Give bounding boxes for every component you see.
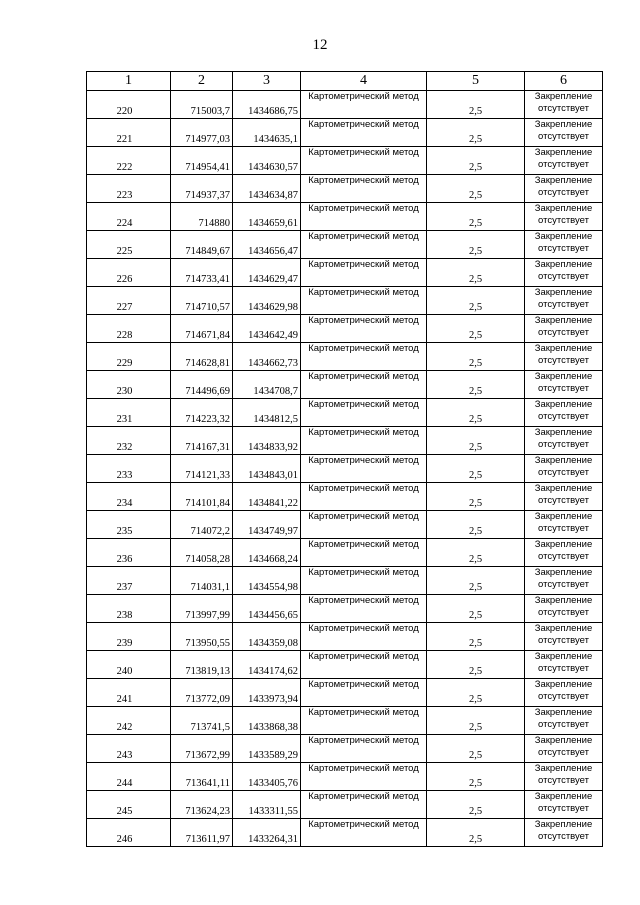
x-coordinate-cell: 713772,09 [171, 679, 233, 707]
y-coordinate-cell: 1434668,24 [233, 539, 301, 567]
x-coordinate-cell: 714031,1 [171, 567, 233, 595]
y-coordinate-cell: 1434662,73 [233, 343, 301, 371]
method-cell: Картометрический метод [301, 595, 427, 623]
accuracy-cell: 2,5 [427, 595, 525, 623]
fixing-cell: Закрепление отсутствует [525, 763, 603, 791]
fixing-cell: Закрепление отсутствует [525, 791, 603, 819]
accuracy-cell: 2,5 [427, 287, 525, 315]
y-coordinate-cell: 1433405,76 [233, 763, 301, 791]
y-coordinate-cell: 1434629,47 [233, 259, 301, 287]
accuracy-cell: 2,5 [427, 175, 525, 203]
y-coordinate-cell: 1433311,55 [233, 791, 301, 819]
accuracy-cell: 2,5 [427, 259, 525, 287]
x-coordinate-cell: 714849,67 [171, 231, 233, 259]
table-row [87, 679, 603, 707]
fixing-cell: Закрепление отсутствует [525, 287, 603, 315]
point-number-cell: 233 [87, 455, 171, 483]
x-coordinate-cell: 714671,84 [171, 315, 233, 343]
y-coordinate-cell: 1434843,01 [233, 455, 301, 483]
y-coordinate-cell: 1433868,38 [233, 707, 301, 735]
accuracy-cell: 2,5 [427, 539, 525, 567]
accuracy-cell: 2,5 [427, 483, 525, 511]
method-cell: Картометрический метод [301, 707, 427, 735]
table-row [87, 259, 603, 287]
table-row [87, 595, 603, 623]
table-row [87, 623, 603, 651]
y-coordinate-cell: 1433973,94 [233, 679, 301, 707]
x-coordinate-cell: 714496,69 [171, 371, 233, 399]
method-cell: Картометрический метод [301, 791, 427, 819]
column-header: 1 [87, 72, 171, 91]
y-coordinate-cell: 1434749,97 [233, 511, 301, 539]
point-number-cell: 230 [87, 371, 171, 399]
fixing-cell: Закрепление отсутствует [525, 315, 603, 343]
table-row [87, 371, 603, 399]
y-coordinate-cell: 1434635,1 [233, 119, 301, 147]
method-cell: Картометрический метод [301, 91, 427, 119]
point-number-cell: 231 [87, 399, 171, 427]
y-coordinate-cell: 1434812,5 [233, 399, 301, 427]
fixing-cell: Закрепление отсутствует [525, 427, 603, 455]
x-coordinate-cell: 713672,99 [171, 735, 233, 763]
fixing-cell: Закрепление отсутствует [525, 175, 603, 203]
fixing-cell: Закрепление отсутствует [525, 203, 603, 231]
table-row [87, 455, 603, 483]
fixing-cell: Закрепление отсутствует [525, 651, 603, 679]
point-number-cell: 245 [87, 791, 171, 819]
method-cell: Картометрический метод [301, 427, 427, 455]
point-number-cell: 243 [87, 735, 171, 763]
accuracy-cell: 2,5 [427, 511, 525, 539]
table-body [87, 91, 603, 847]
fixing-cell: Закрепление отсутствует [525, 511, 603, 539]
method-cell: Картометрический метод [301, 315, 427, 343]
y-coordinate-cell: 1434642,49 [233, 315, 301, 343]
point-number-cell: 237 [87, 567, 171, 595]
point-number-cell: 246 [87, 819, 171, 847]
method-cell: Картометрический метод [301, 651, 427, 679]
method-cell: Картометрический метод [301, 483, 427, 511]
table-row [87, 427, 603, 455]
table-row [87, 91, 603, 119]
fixing-cell: Закрепление отсутствует [525, 595, 603, 623]
y-coordinate-cell: 1434634,87 [233, 175, 301, 203]
x-coordinate-cell: 713819,13 [171, 651, 233, 679]
accuracy-cell: 2,5 [427, 315, 525, 343]
table-row [87, 651, 603, 679]
column-header: 6 [525, 72, 603, 91]
accuracy-cell: 2,5 [427, 147, 525, 175]
table-row [87, 315, 603, 343]
method-cell: Картометрический метод [301, 203, 427, 231]
table-row [87, 147, 603, 175]
x-coordinate-cell: 714167,31 [171, 427, 233, 455]
method-cell: Картометрический метод [301, 147, 427, 175]
fixing-cell: Закрепление отсутствует [525, 231, 603, 259]
fixing-cell: Закрепление отсутствует [525, 399, 603, 427]
fixing-cell: Закрепление отсутствует [525, 735, 603, 763]
accuracy-cell: 2,5 [427, 427, 525, 455]
y-coordinate-cell: 1434359,08 [233, 623, 301, 651]
point-number-cell: 244 [87, 763, 171, 791]
fixing-cell: Закрепление отсутствует [525, 623, 603, 651]
table-row [87, 539, 603, 567]
fixing-cell: Закрепление отсутствует [525, 539, 603, 567]
table-row [87, 819, 603, 847]
table-row [87, 231, 603, 259]
accuracy-cell: 2,5 [427, 707, 525, 735]
method-cell: Картометрический метод [301, 539, 427, 567]
x-coordinate-cell: 714223,32 [171, 399, 233, 427]
point-number-cell: 229 [87, 343, 171, 371]
point-number-cell: 239 [87, 623, 171, 651]
table-row [87, 175, 603, 203]
column-header: 2 [171, 72, 233, 91]
method-cell: Картометрический метод [301, 175, 427, 203]
fixing-cell: Закрепление отсутствует [525, 259, 603, 287]
coordinates-table [86, 71, 603, 847]
point-number-cell: 227 [87, 287, 171, 315]
table-row [87, 287, 603, 315]
x-coordinate-cell: 715003,7 [171, 91, 233, 119]
method-cell: Картометрический метод [301, 399, 427, 427]
x-coordinate-cell: 714937,37 [171, 175, 233, 203]
method-cell: Картометрический метод [301, 287, 427, 315]
accuracy-cell: 2,5 [427, 371, 525, 399]
accuracy-cell: 2,5 [427, 231, 525, 259]
accuracy-cell: 2,5 [427, 399, 525, 427]
fixing-cell: Закрепление отсутствует [525, 371, 603, 399]
y-coordinate-cell: 1434659,61 [233, 203, 301, 231]
point-number-cell: 235 [87, 511, 171, 539]
x-coordinate-cell: 714880 [171, 203, 233, 231]
point-number-cell: 221 [87, 119, 171, 147]
point-number-cell: 224 [87, 203, 171, 231]
x-coordinate-cell: 713950,55 [171, 623, 233, 651]
x-coordinate-cell: 713611,97 [171, 819, 233, 847]
table-row [87, 483, 603, 511]
y-coordinate-cell: 1434456,65 [233, 595, 301, 623]
table-row [87, 343, 603, 371]
method-cell: Картометрический метод [301, 567, 427, 595]
accuracy-cell: 2,5 [427, 203, 525, 231]
y-coordinate-cell: 1434686,75 [233, 91, 301, 119]
y-coordinate-cell: 1434656,47 [233, 231, 301, 259]
method-cell: Картометрический метод [301, 231, 427, 259]
y-coordinate-cell: 1434174,62 [233, 651, 301, 679]
x-coordinate-cell: 714058,28 [171, 539, 233, 567]
method-cell: Картометрический метод [301, 735, 427, 763]
fixing-cell: Закрепление отсутствует [525, 707, 603, 735]
table-row [87, 763, 603, 791]
x-coordinate-cell: 714072,2 [171, 511, 233, 539]
point-number-cell: 225 [87, 231, 171, 259]
column-header: 4 [301, 72, 427, 91]
fixing-cell: Закрепление отсутствует [525, 819, 603, 847]
fixing-cell: Закрепление отсутствует [525, 483, 603, 511]
method-cell: Картометрический метод [301, 679, 427, 707]
point-number-cell: 242 [87, 707, 171, 735]
accuracy-cell: 2,5 [427, 735, 525, 763]
fixing-cell: Закрепление отсутствует [525, 567, 603, 595]
point-number-cell: 220 [87, 91, 171, 119]
point-number-cell: 236 [87, 539, 171, 567]
accuracy-cell: 2,5 [427, 567, 525, 595]
table-row [87, 707, 603, 735]
point-number-cell: 223 [87, 175, 171, 203]
column-header: 3 [233, 72, 301, 91]
table-row [87, 119, 603, 147]
x-coordinate-cell: 714710,57 [171, 287, 233, 315]
point-number-cell: 234 [87, 483, 171, 511]
accuracy-cell: 2,5 [427, 623, 525, 651]
method-cell: Картометрический метод [301, 371, 427, 399]
x-coordinate-cell: 714121,33 [171, 455, 233, 483]
x-coordinate-cell: 713624,23 [171, 791, 233, 819]
accuracy-cell: 2,5 [427, 819, 525, 847]
y-coordinate-cell: 1434841,22 [233, 483, 301, 511]
accuracy-cell: 2,5 [427, 791, 525, 819]
point-number-cell: 228 [87, 315, 171, 343]
fixing-cell: Закрепление отсутствует [525, 119, 603, 147]
x-coordinate-cell: 714101,84 [171, 483, 233, 511]
x-coordinate-cell: 714977,03 [171, 119, 233, 147]
x-coordinate-cell: 713741,5 [171, 707, 233, 735]
table-row [87, 203, 603, 231]
table-row [87, 567, 603, 595]
page-number: 12 [312, 37, 328, 53]
fixing-cell: Закрепление отсутствует [525, 91, 603, 119]
y-coordinate-cell: 1433589,29 [233, 735, 301, 763]
method-cell: Картометрический метод [301, 511, 427, 539]
accuracy-cell: 2,5 [427, 651, 525, 679]
method-cell: Картометрический метод [301, 119, 427, 147]
point-number-cell: 222 [87, 147, 171, 175]
accuracy-cell: 2,5 [427, 91, 525, 119]
method-cell: Картометрический метод [301, 343, 427, 371]
fixing-cell: Закрепление отсутствует [525, 343, 603, 371]
x-coordinate-cell: 713997,99 [171, 595, 233, 623]
method-cell: Картометрический метод [301, 623, 427, 651]
fixing-cell: Закрепление отсутствует [525, 147, 603, 175]
y-coordinate-cell: 1434708,7 [233, 371, 301, 399]
point-number-cell: 238 [87, 595, 171, 623]
y-coordinate-cell: 1434629,98 [233, 287, 301, 315]
x-coordinate-cell: 714954,41 [171, 147, 233, 175]
table-row [87, 399, 603, 427]
x-coordinate-cell: 713641,11 [171, 763, 233, 791]
method-cell: Картометрический метод [301, 259, 427, 287]
x-coordinate-cell: 714733,41 [171, 259, 233, 287]
fixing-cell: Закрепление отсутствует [525, 679, 603, 707]
table-row [87, 511, 603, 539]
column-header: 5 [427, 72, 525, 91]
method-cell: Картометрический метод [301, 819, 427, 847]
method-cell: Картометрический метод [301, 763, 427, 791]
accuracy-cell: 2,5 [427, 679, 525, 707]
fixing-cell: Закрепление отсутствует [525, 455, 603, 483]
accuracy-cell: 2,5 [427, 343, 525, 371]
method-cell: Картометрический метод [301, 455, 427, 483]
table-row [87, 735, 603, 763]
point-number-cell: 232 [87, 427, 171, 455]
accuracy-cell: 2,5 [427, 763, 525, 791]
point-number-cell: 226 [87, 259, 171, 287]
accuracy-cell: 2,5 [427, 119, 525, 147]
y-coordinate-cell: 1434630,57 [233, 147, 301, 175]
point-number-cell: 241 [87, 679, 171, 707]
y-coordinate-cell: 1434833,92 [233, 427, 301, 455]
point-number-cell: 240 [87, 651, 171, 679]
accuracy-cell: 2,5 [427, 455, 525, 483]
y-coordinate-cell: 1434554,98 [233, 567, 301, 595]
table-header-row [87, 72, 603, 91]
x-coordinate-cell: 714628,81 [171, 343, 233, 371]
table-row [87, 791, 603, 819]
y-coordinate-cell: 1433264,31 [233, 819, 301, 847]
